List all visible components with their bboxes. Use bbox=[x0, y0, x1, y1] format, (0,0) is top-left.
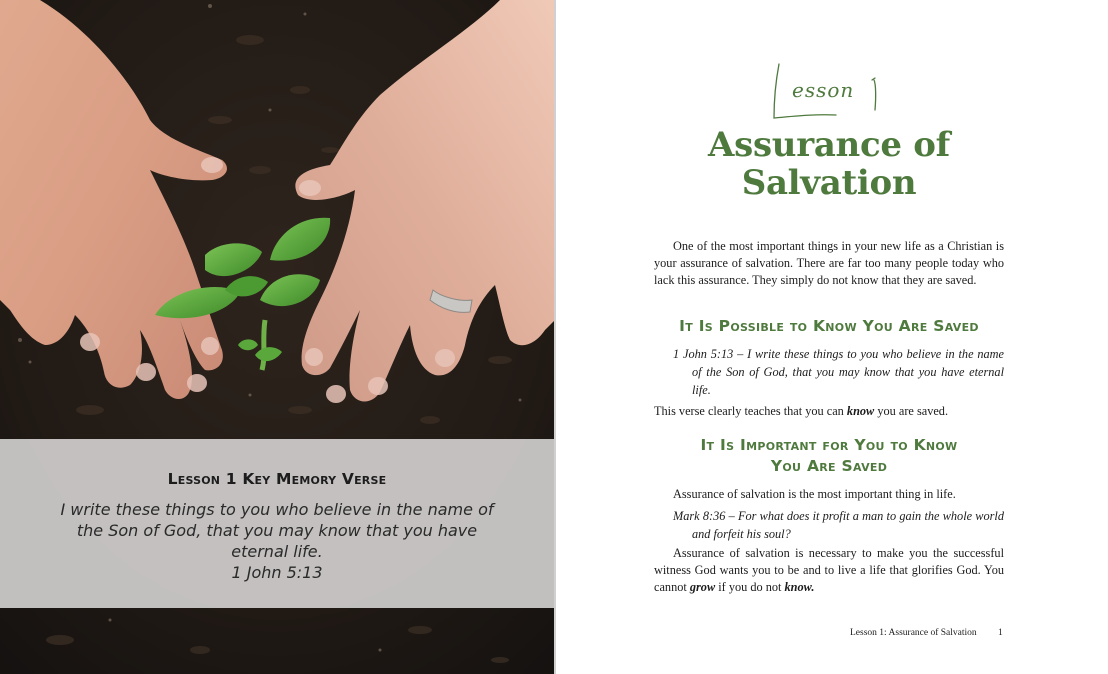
section2-para2 bbox=[654, 545, 1004, 596]
page-title-line2: Salvation bbox=[741, 163, 917, 203]
section1-text-after: you are saved. bbox=[874, 404, 949, 418]
section2-emphasis-grow: grow bbox=[689, 580, 716, 594]
memory-verse-box bbox=[0, 439, 554, 608]
section1-text-before: This verse clearly teaches that you can bbox=[654, 404, 847, 418]
section2-emphasis-know: know. bbox=[784, 580, 815, 594]
running-footer-title: Lesson 1: Assurance of Salvation bbox=[850, 628, 977, 638]
page-number: 1 bbox=[998, 628, 1003, 638]
section2-scripture: Mark 8:36 – For what does it profit a man to gain the whole world and forfeit his soul? bbox=[673, 509, 1004, 541]
section2-heading-line1: It Is Important for You to Know bbox=[700, 436, 958, 454]
section2-para2-before: Assurance of salvation is necessary to make you the successful witness God wants you to be and to live a life that glorifies God. You cannot bbox=[654, 546, 1004, 594]
right-page bbox=[556, 0, 1108, 674]
lesson-label-visible-text: esson bbox=[792, 78, 855, 102]
section2-para2-mid: if you do not bbox=[715, 580, 785, 594]
section2-para1: Assurance of salvation is the most important thing in life. bbox=[673, 487, 956, 501]
lesson-label bbox=[756, 58, 896, 128]
page-title-line1: Assurance of bbox=[708, 125, 950, 165]
section2-heading bbox=[654, 435, 1004, 477]
section1-text bbox=[654, 403, 1004, 420]
memory-verse-title: Lesson 1 Key Memory Verse bbox=[167, 470, 387, 488]
section1-scripture: 1 John 5:13 – I write these things to you who believe in the name of the Son of God, that you may know that you have eternal life. bbox=[673, 347, 1004, 397]
memory-verse-reference: 1 John 5:13 bbox=[231, 563, 323, 582]
section1-text-emphasis: know bbox=[846, 404, 875, 418]
page-title bbox=[656, 126, 1002, 202]
memory-verse-text: I write these things to you who believe in the name of the Son of God, that you may know that you have eternal life. bbox=[60, 500, 494, 561]
section1-heading: It Is Possible to Know You Are Saved bbox=[679, 317, 979, 335]
section2-heading-line2: You Are Saved bbox=[770, 457, 888, 475]
intro-paragraph: One of the most important things in your new life as a Christian is your assurance of salvation. There are far too many people today who lack this assurance. They simply do not know that they are saved. bbox=[654, 239, 1004, 287]
